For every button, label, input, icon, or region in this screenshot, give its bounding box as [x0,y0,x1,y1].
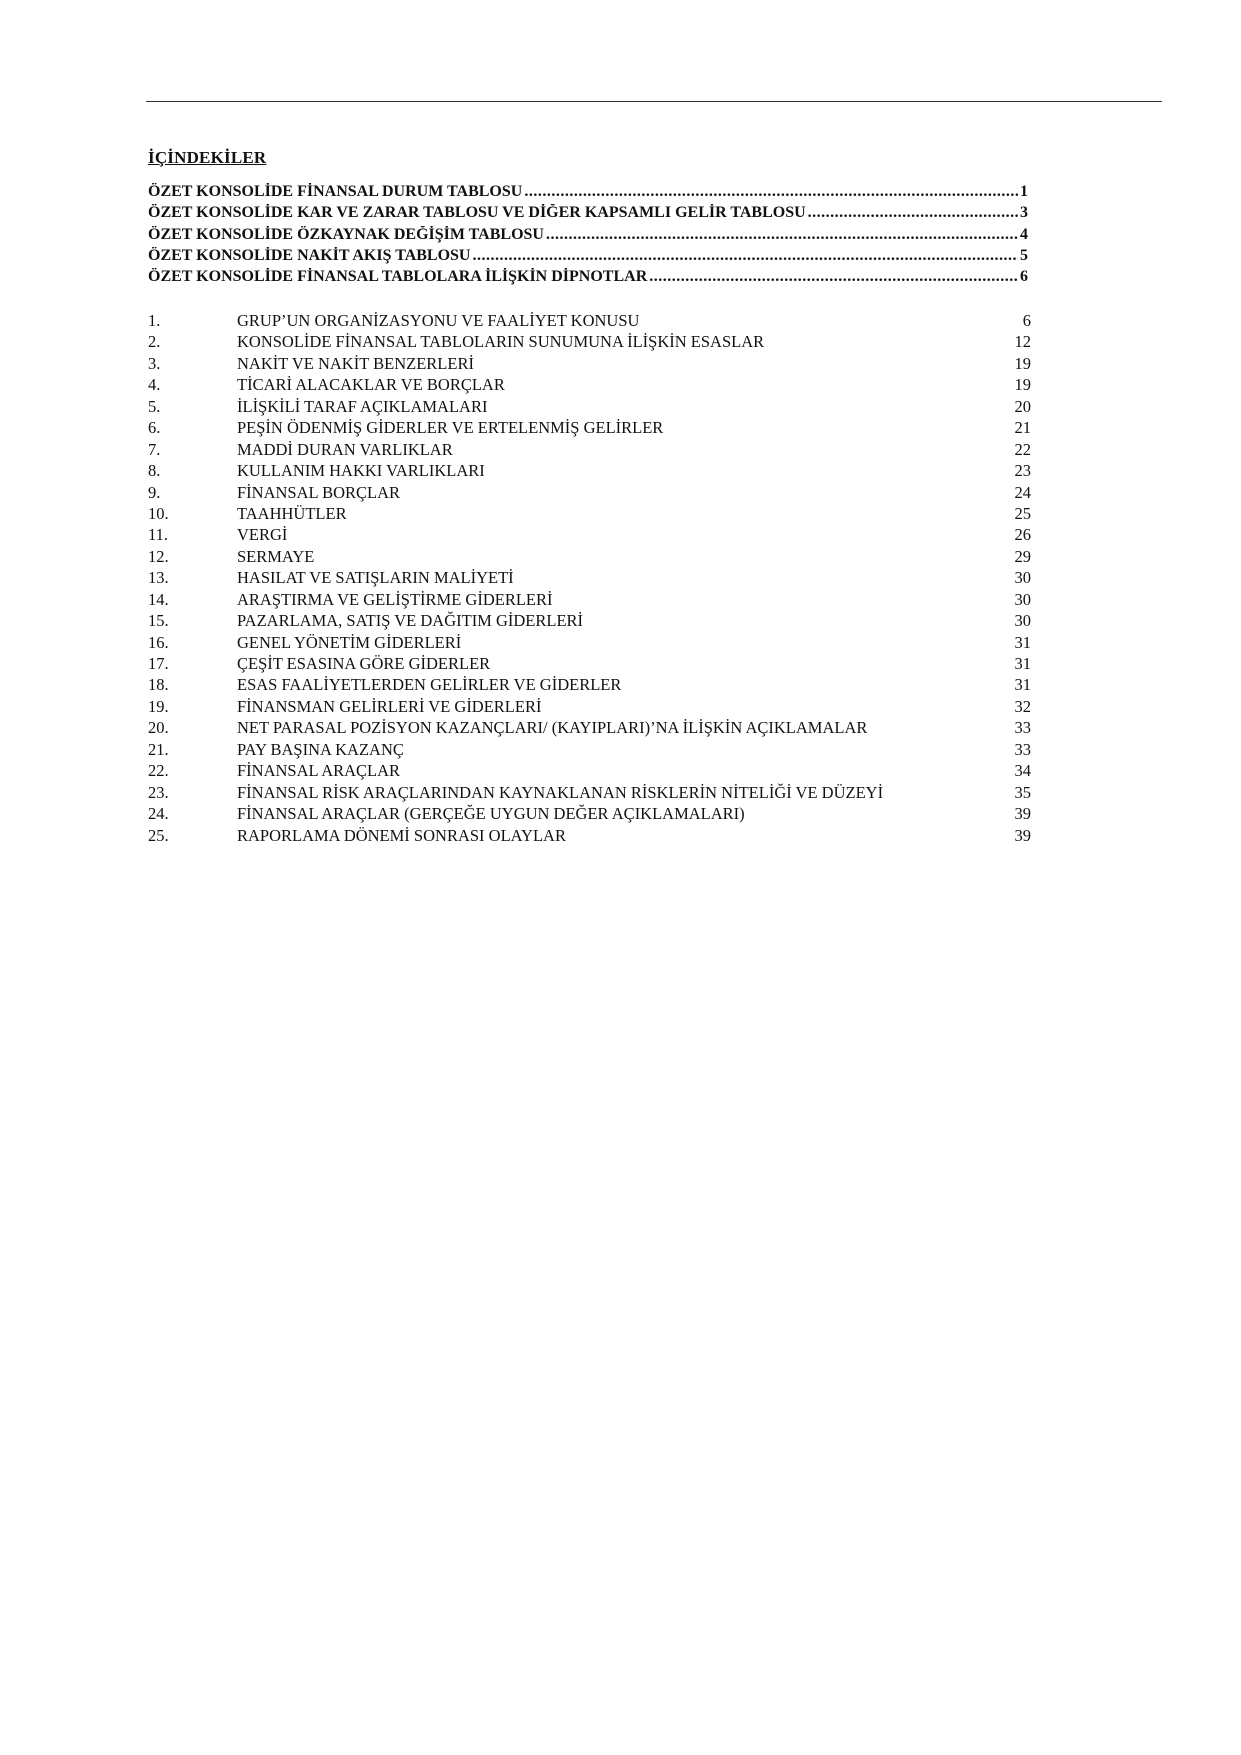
dot-leader [808,204,1018,222]
toc-note-page: 31 [1014,675,1031,695]
toc-note-page: 20 [1014,396,1031,416]
toc-note-number: 6. [148,418,161,438]
toc-note-page: 26 [1014,525,1031,545]
toc-section-title: ÖZET KONSOLİDE KAR VE ZARAR TABLOSU VE DİĞER KAPSAMLI GELİR TABLOSU [148,204,806,222]
toc-note-number: 23. [148,782,169,802]
toc-note-number: 25. [148,825,169,845]
toc-note-entry[interactable] [148,483,1031,504]
toc-note-number: 2. [148,332,161,352]
toc-note-page: 22 [1014,439,1031,459]
toc-note-entry[interactable] [148,740,1031,761]
toc-note-number: 24. [148,804,169,824]
toc-note-entry[interactable] [148,804,1031,825]
toc-note-title: GRUP’UN ORGANİZASYONU VE FAALİYET KONUSU [237,311,640,330]
dot-leader [472,247,1018,265]
toc-note-entry[interactable] [148,332,1031,353]
toc-note-title: ARAŞTIRMA VE GELİŞTİRME GİDERLERİ [237,589,553,609]
toc-note-page: 39 [1014,804,1031,824]
notes-list [148,311,1031,847]
toc-note-entry[interactable] [148,633,1031,654]
toc-note-entry[interactable] [148,675,1031,696]
toc-note-page: 30 [1014,568,1031,588]
toc-section-page: 6 [1020,268,1028,286]
toc-note-page: 19 [1014,375,1031,395]
toc-title: İÇİNDEKİLER [148,148,267,167]
dot-leader [546,226,1018,244]
toc-note-title: KONSOLİDE FİNANSAL TABLOLARIN SUNUMUNA İLİŞKİN ESASLAR [237,332,765,352]
dot-leader [649,268,1018,286]
toc-section-page: 4 [1020,225,1028,243]
toc-note-entry[interactable] [148,826,1031,847]
toc-note-title: VERGİ [237,525,288,545]
toc-section-title: ÖZET KONSOLİDE FİNANSAL TABLOLARA İLİŞKİN DİPNOTLAR [148,268,648,286]
toc-note-number: 20. [148,718,169,738]
toc-note-page: 33 [1014,739,1031,759]
toc-note-number: 21. [148,739,169,759]
toc-note-entry[interactable] [148,440,1031,461]
toc-note-page: 31 [1014,654,1031,673]
toc-note-number: 10. [148,503,169,523]
toc-note-number: 13. [148,568,169,588]
toc-section-page: 3 [1020,204,1028,222]
toc-note-number: 4. [148,375,161,395]
toc-section-entry[interactable] [148,226,1028,247]
toc-note-title: ÇEŞİT ESASINA GÖRE GİDERLER [237,654,491,673]
toc-note-entry[interactable] [148,783,1031,804]
toc-note-title: FİNANSAL BORÇLAR [237,482,401,502]
toc-note-entry[interactable] [148,375,1031,396]
toc-note-entry[interactable] [148,568,1031,589]
toc-note-title: FİNANSAL ARAÇLAR [237,761,401,781]
toc-section-title: ÖZET KONSOLİDE ÖZKAYNAK DEĞİŞİM TABLOSU [148,225,544,243]
toc-note-page: 6 [1022,311,1031,330]
toc-note-number: 22. [148,761,169,781]
toc-note-entry[interactable] [148,654,1031,675]
dot-leader [524,183,1018,201]
toc-note-title: FİNANSAL RİSK ARAÇLARINDAN KAYNAKLANAN RİSKLERİN NİTELİĞİ VE DÜZEYİ [237,782,884,802]
toc-note-number: 17. [148,654,169,673]
toc-note-entry[interactable] [148,547,1031,568]
toc-note-title: GENEL YÖNETİM GİDERLERİ [237,632,462,652]
toc-note-page: 21 [1014,418,1031,438]
toc-note-number: 15. [148,611,169,631]
toc-note-title: SERMAYE [237,546,315,566]
toc-note-title: PAZARLAMA, SATIŞ VE DAĞITIM GİDERLERİ [237,611,584,631]
toc-note-entry[interactable] [148,461,1031,482]
toc-note-title: TAAHHÜTLER [237,503,347,523]
toc-note-number: 3. [148,353,161,373]
toc-note-entry[interactable] [148,611,1031,632]
toc-section-title: ÖZET KONSOLİDE FİNANSAL DURUM TABLOSU [148,183,523,200]
toc-section-entry[interactable] [148,183,1028,204]
toc-note-page: 25 [1014,503,1031,523]
toc-section-page: 1 [1020,183,1028,200]
toc-note-number: 5. [148,396,161,416]
toc-note-title: FİNANSMAN GELİRLERİ VE GİDERLERİ [237,696,542,716]
toc-note-page: 29 [1014,546,1031,566]
header-rule [146,101,1162,102]
toc-note-page: 30 [1014,589,1031,609]
toc-note-entry[interactable] [148,397,1031,418]
toc-note-entry[interactable] [148,718,1031,739]
toc-note-page: 32 [1014,696,1031,716]
toc-note-number: 8. [148,461,161,481]
toc-note-page: 31 [1014,632,1031,652]
toc-note-title: KULLANIM HAKKI VARLIKLARI [237,461,485,481]
toc-note-title: NET PARASAL POZİSYON KAZANÇLARI/ (KAYIPLARI)’NA İLİŞKİN AÇIKLAMALAR [237,718,868,738]
toc-section-title: ÖZET KONSOLİDE NAKİT AKIŞ TABLOSU [148,246,471,264]
toc-note-entry[interactable] [148,697,1031,718]
toc-note-title: RAPORLAMA DÖNEMİ SONRASI OLAYLAR [237,825,566,845]
toc-note-number: 14. [148,589,169,609]
toc-note-number: 11. [148,525,169,545]
toc-note-number: 18. [148,675,169,695]
toc-note-title: ESAS FAALİYETLERDEN GELİRLER VE GİDERLER [237,675,622,695]
toc-note-page: 33 [1014,718,1031,738]
toc-note-entry[interactable] [148,504,1031,525]
toc-note-number: 1. [148,311,161,330]
main-sections-list [148,183,1028,289]
toc-note-entry[interactable] [148,311,1031,332]
toc-note-number: 7. [148,439,161,459]
toc-note-page: 35 [1014,782,1031,802]
toc-note-page: 19 [1014,353,1031,373]
toc-note-page: 30 [1014,611,1031,631]
toc-note-entry[interactable] [148,525,1031,546]
toc-section-entry[interactable] [148,268,1028,289]
toc-note-page: 12 [1014,332,1031,352]
toc-note-entry[interactable] [148,418,1031,439]
toc-section-entry[interactable] [148,204,1028,225]
toc-note-entry[interactable] [148,354,1031,375]
toc-note-title: PAY BAŞINA KAZANÇ [237,739,404,759]
toc-note-page: 39 [1014,825,1031,845]
toc-section-entry[interactable] [148,247,1028,268]
toc-note-title: TİCARİ ALACAKLAR VE BORÇLAR [237,375,505,395]
toc-section-page: 5 [1020,246,1028,264]
toc-note-number: 19. [148,696,169,716]
toc-note-title: NAKİT VE NAKİT BENZERLERİ [237,353,474,373]
toc-note-page: 23 [1014,461,1031,481]
toc-note-number: 12. [148,546,169,566]
toc-note-number: 16. [148,632,169,652]
toc-note-entry[interactable] [148,761,1031,782]
toc-note-title: FİNANSAL ARAÇLAR (GERÇEĞE UYGUN DEĞER AÇIKLAMALARI) [237,804,745,824]
toc-note-page: 34 [1014,761,1031,781]
toc-note-page: 24 [1014,482,1031,502]
toc-note-title: HASILAT VE SATIŞLARIN MALİYETİ [237,568,514,588]
toc-note-title: PEŞİN ÖDENMİŞ GİDERLER VE ERTELENMİŞ GELİRLER [237,418,664,438]
toc-note-title: İLİŞKİLİ TARAF AÇIKLAMALARI [237,396,488,416]
toc-note-title: MADDİ DURAN VARLIKLAR [237,439,453,459]
toc-note-entry[interactable] [148,590,1031,611]
toc-note-number: 9. [148,482,161,502]
